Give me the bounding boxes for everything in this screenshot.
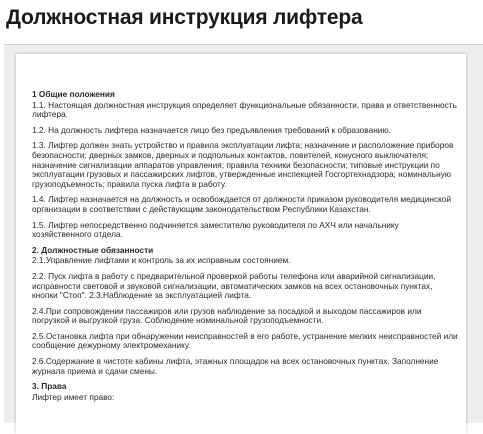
document-viewer[interactable]	[4, 44, 483, 423]
paragraph: 2.4.При сопровождении пассажиров или грузов наблюдение за посадкой и выходом пассажиров или погрузкой и выгрузкой груза. Соблюдение номинальной грузоподъемности.	[32, 305, 422, 326]
paragraph: 2.2. Пуск лифта в работу с предварительной проверкой работы телефона или аварийной сигнализации, исправности световой и звуковой сигнализации, автоматических замков на всех остановочных пунктах, кнопки "Стоп". 2.3.Наблюдение за эксплуатацией лифта.	[32, 270, 436, 301]
paragraph: 1.2. На должность лифтера назначается лицо без предъявления требований к образованию.	[32, 124, 391, 135]
paragraph: 2.6.Содержание в чистоте кабины лифта, этажных площадок на всех остановочных пунктах. Заполнение журнала приема и сдачи смены.	[32, 356, 439, 376]
page-title: Должностная инструкция лифтера	[6, 6, 363, 29]
paragraph: Лифтер имеет право:	[32, 391, 115, 402]
paragraph: 2.1.Управление лифтами и контроль за их исправным состоянием.	[32, 255, 291, 266]
paragraph: 2.5.Остановка лифта при обнаружении неисправностей в его работе, устранение мелких неисправностей или сообщение дежурному электромеханику.	[32, 330, 458, 351]
paragraph: 1.3. Лифтер должен знать устройство и правила эксплуатации лифта; назначение и расположение приборов безопасности; дверных замков, дверных и подпольных контактов, ловителей, конусного выключателя; назначение сигнализации аппаратов управления; правила техники безопасности; типовые инструкции по эксплуатации грузовых и пассажирских лифтов, утвержденные инспекцией Госгортехнадзора; номинальную грузоподъемность; правила пуска лифта в работу.	[32, 140, 454, 189]
section-heading: 1 Общие положения	[32, 89, 115, 99]
paragraph: 1.4. Лифтер назначается на должность и освобождается от должности приказом руководителя медицинской организации в соответствии с действующим законодательством Республики Казахстан.	[32, 194, 452, 214]
paragraph: 1.5. Лифтер непосредственно подчиняется заместителю руководителя по АХЧ или начальнику хозяйственного отдела.	[32, 219, 399, 240]
document-content	[32, 90, 458, 408]
document-page	[16, 54, 466, 434]
section-heading: 2. Должностные обязанности	[32, 244, 154, 255]
section-heading: 3. Права	[32, 381, 67, 392]
paragraph: 1.1. Настоящая должностная инструкция определяет функциональные обязанности, права и ответственность лифтера.	[32, 99, 457, 120]
